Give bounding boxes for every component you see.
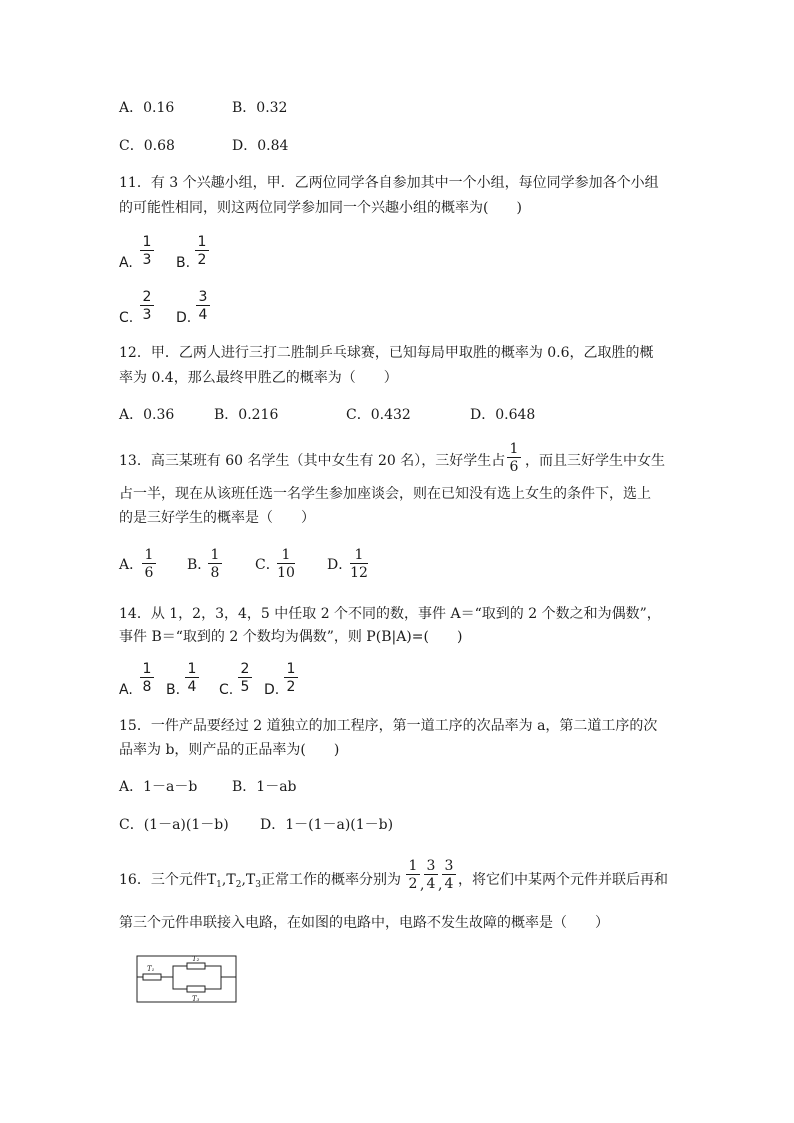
numerator: 1 (286, 661, 296, 677)
numerator: 1 (408, 858, 418, 874)
q13-option-c-fraction (277, 548, 295, 580)
q12-option-c: C．0.432 (346, 407, 411, 423)
q16-stem-line1-end: ，将它们中某两个元件并联后再和 (458, 872, 668, 888)
q14-option-a-label: A. (119, 682, 133, 698)
q11-option-d-label: D. (176, 310, 192, 326)
denominator: 3 (142, 252, 152, 268)
denominator: 8 (142, 679, 152, 695)
label-t1: T₁ (147, 965, 155, 973)
numerator: 1 (144, 547, 154, 563)
q10-option-d: D．0.84 (232, 138, 289, 154)
denominator: 4 (444, 876, 454, 892)
q13-option-b-label: B． (187, 557, 212, 573)
q16-fraction-comma-1: , (420, 877, 425, 893)
q15-stem-line1: 15．一件产品要经过 2 道独立的加工程序，第一道工序的次品率为 a，第二道工序的次 (119, 718, 658, 734)
q12-stem-line2: 率为 0.4，那么最终甲胜乙的概率为（ ） (119, 370, 398, 386)
q16-intro: 16．三个元件 (119, 872, 207, 888)
q16-mid-text: 正常工作的概率分别为 (260, 872, 401, 888)
q11-option-a-fraction (140, 235, 154, 267)
q16-fraction-3 (442, 859, 456, 891)
q14-stem-line1: 14．从 1，2，3，4，5 中任取 2 个不同的数，事件 A＝“取到的 2 个数之和为偶数”， (119, 606, 661, 622)
component-t1: $T_1$ (206, 872, 222, 890)
q13-stem-fraction (507, 442, 521, 474)
component-t3: $T_3$ (245, 872, 261, 890)
denominator: 10 (277, 565, 295, 581)
denominator: 6 (144, 565, 154, 581)
denominator: 12 (350, 565, 368, 581)
q11-option-d-fraction (196, 290, 210, 322)
q13-stem-line1-end: ，而且三好学生中女生 (525, 453, 665, 469)
q14-option-b-fraction (185, 662, 199, 694)
q11-option-a-label: A. (119, 255, 133, 271)
q15-option-d: D．1－(1－a)(1－b) (260, 817, 394, 833)
denominator: 6 (509, 459, 519, 475)
denominator: 4 (187, 679, 197, 695)
q11-stem-line2: 的可能性相同，则这两位同学参加同一个兴趣小组的概率为( ) (119, 200, 522, 216)
numerator: 1 (509, 441, 519, 457)
q15-option-b: B．1－ab (232, 779, 297, 795)
label-t3: T₃ (192, 995, 200, 1003)
q11-option-b-label: B. (176, 255, 191, 271)
denominator: 2 (286, 679, 296, 695)
resistor-t3 (187, 986, 205, 992)
numerator: 3 (444, 858, 454, 874)
numerator: 1 (187, 661, 197, 677)
component-t2: $T_2$ (226, 872, 242, 890)
resistor-t2 (187, 963, 205, 969)
q10-option-b: B．0.32 (232, 100, 288, 116)
denominator: 3 (142, 307, 152, 323)
q14-option-a-fraction (140, 662, 154, 694)
denominator: 8 (210, 565, 220, 581)
q15-stem-line2: 品率为 b，则产品的正品率为( ) (119, 742, 340, 758)
numerator: 2 (240, 661, 250, 677)
q13-option-d-label: D． (327, 557, 353, 573)
q13-stem-line1-start: 13．高三某班有 60 名学生（其中女生有 20 名），三好学生占 (119, 453, 506, 469)
q12-option-a: A．0.36 (119, 407, 175, 423)
resistor-t1 (143, 974, 161, 980)
denominator: 2 (197, 252, 207, 268)
q14-stem-line2: 事件 B＝“取到的 2 个数均为偶数”，则 P(B|A)=( ) (119, 629, 463, 645)
q13-option-d-fraction (350, 548, 368, 580)
denominator: 2 (408, 876, 418, 892)
numerator: 1 (142, 234, 152, 250)
q12-stem-line1: 12．甲．乙两人进行三打二胜制乒乓球赛，已知每局甲取胜的概率为 0.6，乙取胜的概 (119, 345, 654, 361)
q14-option-c-fraction (238, 662, 252, 694)
q13-stem-line2: 占一半，现在从该班任选一名学生参加座谈会，则在已知没有选上女生的条件下，选上 (119, 486, 651, 502)
q14-option-d-fraction (284, 662, 298, 694)
q10-option-c: C．0.68 (119, 138, 175, 154)
q13-option-a-label: A． (119, 557, 144, 573)
label-t2: T₂ (192, 955, 200, 963)
q11-option-c-fraction (140, 290, 154, 322)
numerator: 1 (142, 661, 152, 677)
denominator: 4 (426, 876, 436, 892)
denominator: 4 (198, 307, 208, 323)
q16-stem-line1-start: 16．三个元件$T_1,T_2,T_3$正常工作的概率分别为 (119, 872, 401, 890)
q12-option-b: B．0.216 (214, 407, 279, 423)
numerator: 3 (426, 858, 436, 874)
denominator: 5 (240, 679, 250, 695)
q15-option-c: C．(1－a)(1－b) (119, 817, 229, 833)
q14-option-b-label: B. (166, 682, 181, 698)
q12-option-d: D．0.648 (470, 407, 536, 423)
numerator: 1 (354, 547, 364, 563)
numerator: 1 (210, 547, 220, 563)
q11-option-c-label: C. (119, 310, 134, 326)
q13-option-b-fraction (208, 548, 222, 580)
circuit-diagram (135, 953, 239, 1005)
numerator: 1 (281, 547, 291, 563)
q15-option-a: A．1－a－b (119, 779, 198, 795)
q16-fraction-2 (424, 859, 438, 891)
q14-option-d-label: D. (264, 682, 280, 698)
q14-option-c-label: C. (219, 682, 234, 698)
q16-fraction-comma-2: , (438, 877, 443, 893)
q13-option-c-label: C． (255, 557, 280, 573)
numerator: 3 (198, 289, 208, 305)
q13-option-a-fraction (142, 548, 156, 580)
q13-stem-line3: 的是三好学生的概率是（ ） (119, 510, 315, 526)
q16-stem-line2: 第三个元件串联接入电路，在如图的电路中，电路不发生故障的概率是（ ） (119, 915, 609, 931)
q16-fraction-1 (406, 859, 420, 891)
q11-stem-line1: 11．有 3 个兴趣小组，甲．乙两位同学各自参加其中一个小组，每位同学参加各个小组 (119, 175, 659, 191)
q11-option-b-fraction (195, 235, 209, 267)
q10-option-a: A．0.16 (119, 100, 175, 116)
numerator: 1 (197, 234, 207, 250)
numerator: 2 (142, 289, 152, 305)
